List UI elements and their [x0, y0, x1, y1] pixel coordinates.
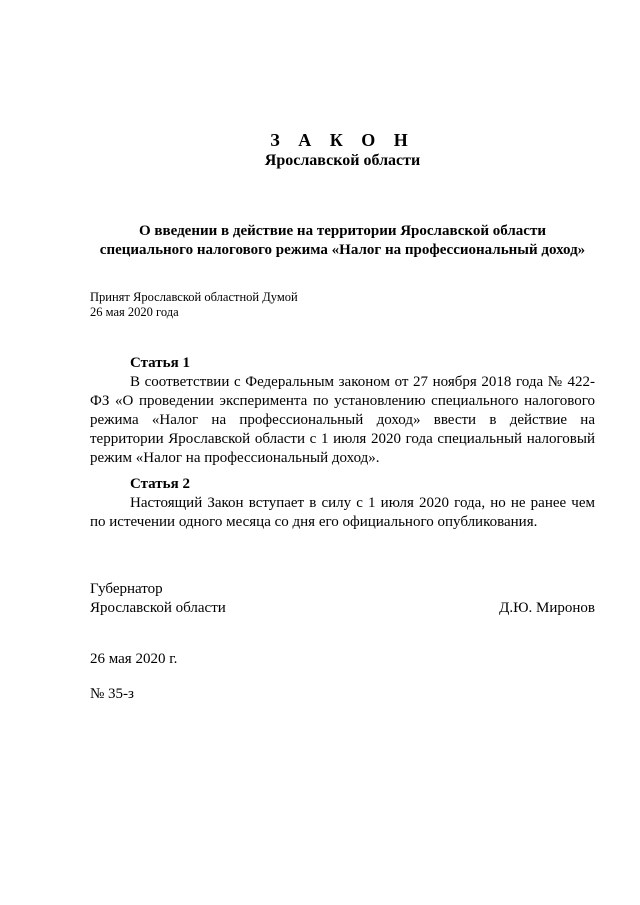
law-region: Ярославской области: [264, 152, 421, 169]
article-2-heading: Статья 2: [130, 476, 190, 492]
signatory-name: Д.Ю. Миронов: [499, 600, 595, 616]
law-title: З А К О Н: [270, 130, 415, 150]
signatory-position-line-2: Ярославской области: [90, 600, 226, 616]
law-number: № 35-з: [90, 686, 134, 702]
signature-row: [90, 599, 595, 618]
adoption-date: 26 мая 2020 года: [90, 305, 179, 319]
law-subject-line-1: О введении в действие на территории Ярославской области: [139, 223, 546, 239]
adoption-body: Принят Ярославской областной Думой: [90, 290, 298, 304]
adoption-note: [90, 290, 490, 320]
article-1-heading: Статья 1: [130, 355, 190, 371]
article-1-body: В соответствии с Федеральным законом от 27 ноября 2018 года № 422-ФЗ «О проведении эксперимента по установлению специального налогового режима «Налог на профессиональный доход» ввести в действие на территории Ярославской области с 1 июля 2020 года специальный налоговый режим «Налог на профессиональный доход».: [90, 374, 595, 466]
signature-block: [90, 580, 595, 618]
signatory-position-line-1: Губернатор: [90, 581, 163, 597]
signing-date: 26 мая 2020 г.: [90, 651, 178, 667]
law-subject: [90, 222, 595, 260]
law-subject-line-2: специального налогового режима «Налог на профессиональный доход»: [99, 242, 586, 258]
article-2-body: Настоящий Закон вступает в силу с 1 июля 2020 года, но не ранее чем по истечении одного месяца со дня его официального опубликования.: [90, 495, 595, 530]
